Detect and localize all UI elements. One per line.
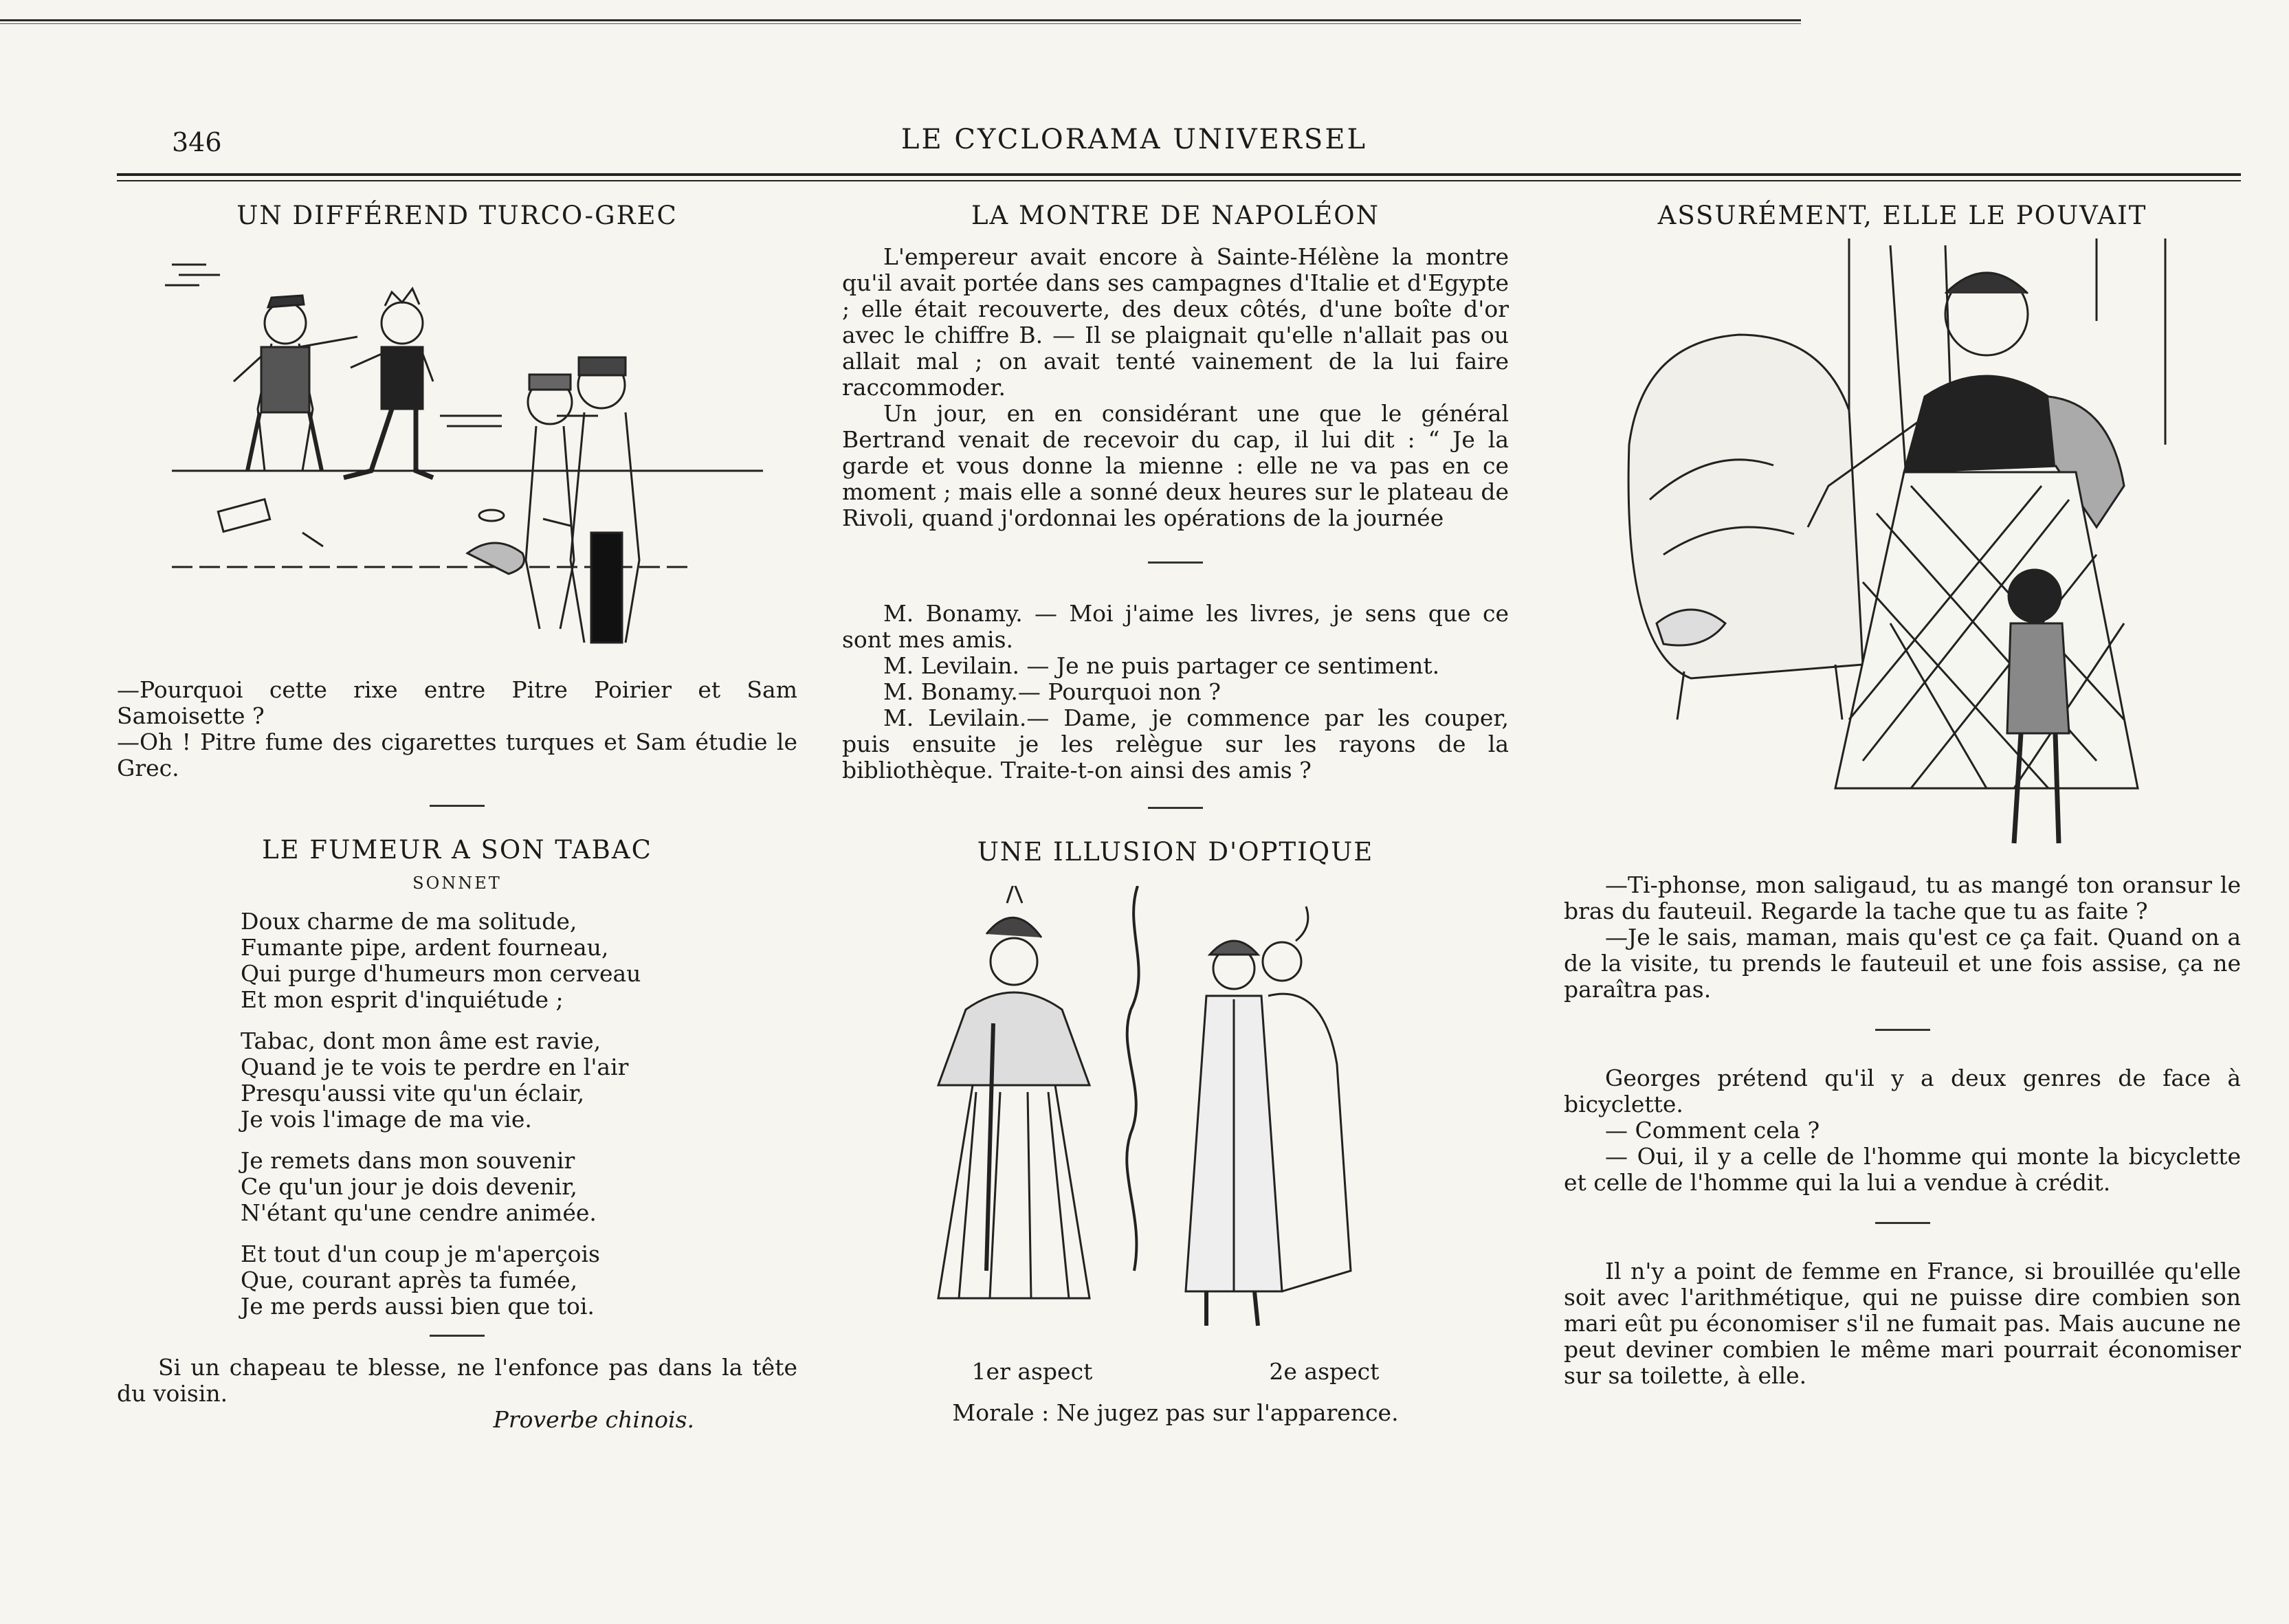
dialogue-line: M. Levilain.— Dame, je commence par les couper, puis ensuite je les relègue sur les rayons de la bibliothèque. Traite-t-on ainsi des amis ? xyxy=(842,704,1509,783)
verse-line: Je me perds aussi bien que toi. xyxy=(241,1293,595,1320)
dialogue-line: M. Bonamy.— Pourquoi non ? xyxy=(883,678,1221,705)
article-subtitle-sonnet: SONNET xyxy=(412,874,502,893)
caption-second-aspect: 2e aspect xyxy=(1269,1358,1380,1385)
paragraph: Il n'y a point de femme en France, si brouillée qu'elle soit avec l'arithmétique, qui ne puisse dire combien son mari eût pu économiser s'il ne fumait pas. Mais aucune ne peut deviner combien le même mari pourrait économiser sur sa toilette, à elle. xyxy=(1564,1258,2241,1389)
verse-line: Quand je te vois te perdre en l'air xyxy=(241,1054,629,1080)
caption-first-aspect: 1er aspect xyxy=(971,1358,1093,1385)
illustration-optical-illusion xyxy=(911,886,1406,1353)
dialogue-line: M. Levilain. — Je ne puis partager ce sentiment. xyxy=(883,652,1440,679)
proverb-source: Proverbe chinois. xyxy=(493,1406,694,1433)
article-title-assurement: ASSURÉMENT, ELLE LE POUVAIT xyxy=(1657,201,2147,230)
separator-rule xyxy=(430,805,485,807)
paragraph: Un jour, en en considérant une que le général Bertrand venait de recevoir du cap, il lui dit : “ Je la garde et vous donne la mienne : elle ne va pas en ce moment ; mais elle a sonné deux heures sur le plateau de Rivoli, quand j'ordonnai les opérations de la journée xyxy=(842,400,1509,531)
verse-line: Qui purge d'humeurs mon cerveau xyxy=(241,960,641,987)
verse-line: Tabac, dont mon âme est ravie, xyxy=(241,1027,601,1054)
article-title-illusion: UNE ILLUSION D'OPTIQUE xyxy=(977,837,1374,867)
verse-line: Je remets dans mon souvenir xyxy=(241,1147,575,1174)
illustration-mother-child-armchair xyxy=(1602,238,2207,857)
running-title: LE CYCLORAMA UNIVERSEL xyxy=(900,124,1368,155)
illustration-street-fight xyxy=(144,244,763,670)
verse-line: Et tout d'un coup je m'aperçois xyxy=(241,1241,600,1267)
verse-line: Presqu'aussi vite qu'un éclair, xyxy=(241,1080,585,1106)
verse-line: Doux charme de ma solitude, xyxy=(241,908,577,935)
separator-rule xyxy=(1875,1029,1930,1031)
stanza xyxy=(241,909,797,1013)
verse-line: Ce qu'un jour je dois devenir, xyxy=(241,1173,577,1200)
paragraph: — Oui, il y a celle de l'homme qui monte la bicyclette et celle de l'homme qui la lui a vendue à crédit. xyxy=(1564,1143,2241,1196)
verse-line: Fumante pipe, ardent fourneau, xyxy=(241,934,609,961)
paragraph: —Je le sais, maman, mais qu'est ce ça fait. Quand on a de la visite, tu prends le fauteuil et une fois assise, ça ne paraîtra pas. xyxy=(1564,924,2241,1003)
article-title-fumeur: LE FUMEUR A SON TABAC xyxy=(262,835,652,865)
top-border-thin xyxy=(0,23,1801,24)
article-title-montre: LA MONTRE DE NAPOLÉON xyxy=(971,201,1380,230)
paragraph: —Oh ! Pitre fume des cigarettes turques et Sam étudie le Grec. xyxy=(117,728,797,781)
paragraph: — Comment cela ? xyxy=(1605,1117,1820,1144)
column-middle xyxy=(842,196,1509,1426)
paragraph: —Ti-phonse, mon saligaud, tu as mangé ton oransur le bras du fauteuil. Regarde la tache que tu as faite ? xyxy=(1564,871,2241,924)
column-left xyxy=(117,196,797,1433)
stanza xyxy=(241,1028,797,1133)
verse-line: N'étant qu'une cendre animée. xyxy=(241,1199,597,1226)
stanza xyxy=(241,1148,797,1226)
paragraph: L'empereur avait encore à Sainte-Hélène la montre qu'il avait portée dans ses campagnes d'Italie et d'Egypte ; elle était recouverte, des deux côtés, d'une boîte d'or avec le chiffre B. — Il se plaignait qu'elle n'allait pas ou allait mal ; on avait tenté vainement de la lui faire raccommoder. xyxy=(842,243,1509,401)
paragraph: —Pourquoi cette rixe entre Pitre Poirier et Sam Samoisette ? xyxy=(117,676,797,729)
verse-line: Et mon esprit d'inquiétude ; xyxy=(241,986,564,1013)
separator-rule xyxy=(1148,561,1203,564)
article-title-turco-grec: UN DIFFÉREND TURCO-GREC xyxy=(236,201,678,230)
verse-line: Je vois l'image de ma vie. xyxy=(241,1106,532,1133)
moral-text: Morale : Ne jugez pas sur l'apparence. xyxy=(952,1399,1399,1426)
paragraph: Georges prétend qu'il y a deux genres de face à bicyclette. xyxy=(1564,1065,2241,1117)
column-right xyxy=(1564,196,2241,1389)
stanza xyxy=(241,1241,797,1320)
header-rule-thin xyxy=(117,180,2241,181)
page-number: 346 xyxy=(172,127,222,157)
proverb-text: Si un chapeau te blesse, ne l'enfonce pas dans la tête du voisin. xyxy=(117,1354,797,1407)
header-rule xyxy=(117,173,2241,176)
separator-rule xyxy=(1875,1222,1930,1224)
top-border xyxy=(0,19,1801,21)
verse-line: Que, courant après ta fumée, xyxy=(241,1267,578,1293)
separator-rule xyxy=(430,1335,485,1337)
separator-rule xyxy=(1148,807,1203,809)
illusion-captions xyxy=(883,1359,1468,1385)
dialogue-line: M. Bonamy. — Moi j'aime les livres, je sens que ce sont mes amis. xyxy=(842,600,1509,653)
